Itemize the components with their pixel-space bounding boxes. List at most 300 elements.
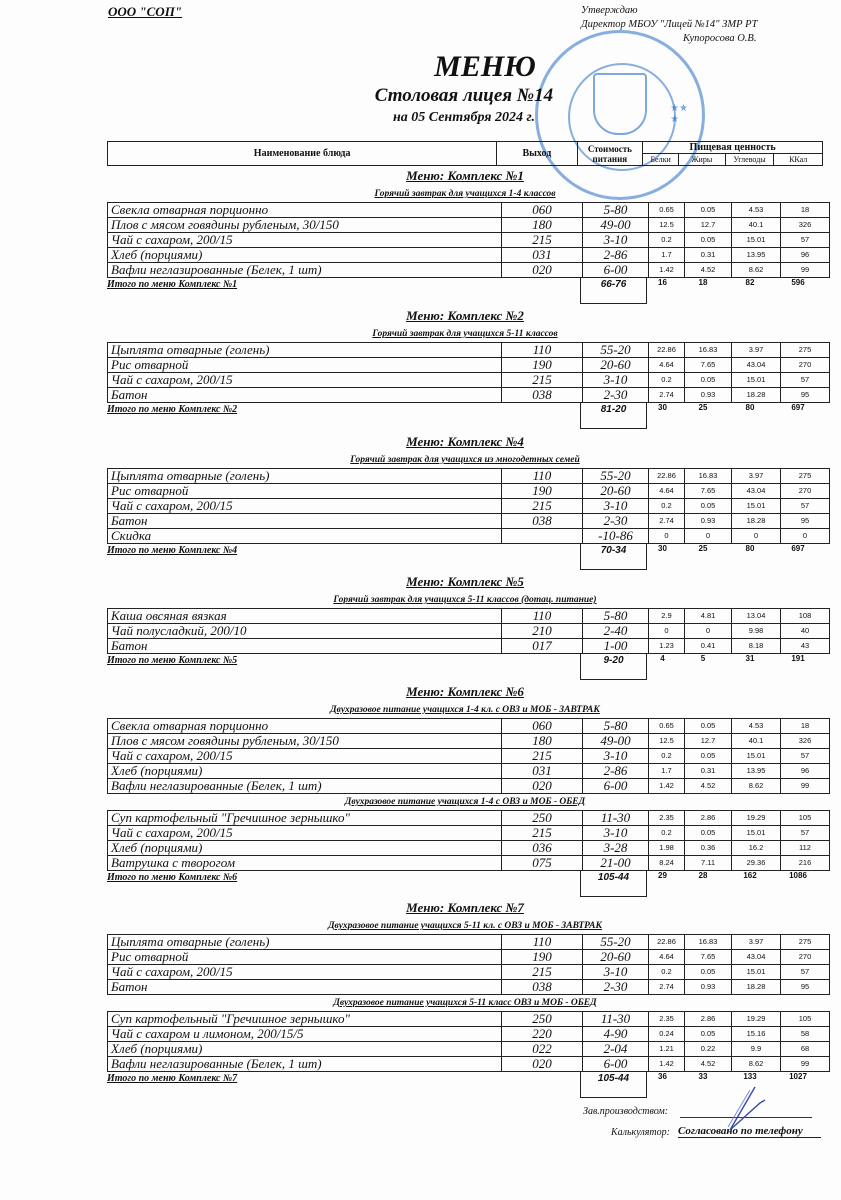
dish-name: Плов с мясом говядины рубленым, 30/150 <box>108 218 502 233</box>
dish-fat: 0.05 <box>685 499 732 514</box>
table-row <box>108 529 830 544</box>
dish-fat: 16.83 <box>685 935 732 950</box>
header-kcal: ККал <box>774 154 823 166</box>
dish-carbs: 43.04 <box>732 950 781 965</box>
dish-protein: 0.2 <box>649 373 685 388</box>
dish-kcal: 108 <box>781 609 830 624</box>
dish-output: 020 <box>502 1057 583 1072</box>
dish-kcal: 0 <box>781 529 830 544</box>
dish-name: Чай полусладкий, 200/10 <box>108 624 502 639</box>
dish-kcal: 95 <box>781 388 830 403</box>
dish-cost: 20-60 <box>583 950 649 965</box>
section-total <box>107 654 823 676</box>
section-title: Меню: Комплекс №7 <box>406 900 524 915</box>
dish-cost: 2-30 <box>583 388 649 403</box>
dish-name: Цыплята отварные (голень) <box>108 469 502 484</box>
menu-section <box>107 166 823 300</box>
dish-protein: 0.2 <box>649 233 685 248</box>
dish-cost: 1-00 <box>583 639 649 654</box>
dish-output: 215 <box>502 373 583 388</box>
dish-name: Свекла отварная порционно <box>108 719 502 734</box>
dish-kcal: 95 <box>781 980 830 995</box>
dish-output: 020 <box>502 263 583 278</box>
total-fat: 25 <box>698 403 708 412</box>
dish-fat: 0.05 <box>685 373 732 388</box>
dish-name: Батон <box>108 639 502 654</box>
total-kcal: 596 <box>791 278 805 287</box>
dish-protein: 2.35 <box>649 1012 685 1027</box>
dish-protein: 0.2 <box>649 749 685 764</box>
dish-fat: 0.93 <box>685 980 732 995</box>
dish-protein: 2.9 <box>649 609 685 624</box>
table-row <box>108 639 830 654</box>
dish-kcal: 326 <box>781 734 830 749</box>
total-label: Итого по меню Комплекс №6 <box>107 872 238 883</box>
dish-protein: 0.2 <box>649 965 685 980</box>
dish-protein: 4.64 <box>649 358 685 373</box>
calculator-label: Калькулятор: <box>611 1127 670 1138</box>
table-header <box>107 141 823 166</box>
total-protein: 36 <box>658 1072 667 1081</box>
dish-cost: 21-00 <box>583 856 649 871</box>
dish-name: Чай с сахаром, 200/15 <box>108 373 502 388</box>
table-row <box>108 609 830 624</box>
dish-output: 210 <box>502 624 583 639</box>
organization-name: ООО "СОП" <box>108 4 183 19</box>
dish-kcal: 57 <box>781 965 830 980</box>
calculator-value: Согласовано по телефону <box>678 1125 821 1138</box>
dish-protein: 1.7 <box>649 764 685 779</box>
total-cost: 81-20 <box>580 403 647 429</box>
dish-fat: 16.83 <box>685 343 732 358</box>
table-row <box>108 624 830 639</box>
dish-name: Каша овсяная вязкая <box>108 609 502 624</box>
dish-protein: 0 <box>649 624 685 639</box>
table-row <box>108 469 830 484</box>
header-fat: Жиры <box>678 154 725 166</box>
dish-cost: 6-00 <box>583 779 649 794</box>
dish-output: 215 <box>502 826 583 841</box>
dish-fat: 7.65 <box>685 484 732 499</box>
table-row <box>108 1042 830 1057</box>
dish-fat: 0.93 <box>685 388 732 403</box>
section-title: Меню: Комплекс №6 <box>406 684 524 699</box>
table-row <box>108 749 830 764</box>
menu-section <box>107 432 823 566</box>
dish-kcal: 40 <box>781 624 830 639</box>
dish-cost: 3-10 <box>583 965 649 980</box>
dish-carbs: 8.62 <box>732 263 781 278</box>
dish-output: 022 <box>502 1042 583 1057</box>
header-protein: Белки <box>643 154 679 166</box>
table-row <box>108 484 830 499</box>
table-row <box>108 203 830 218</box>
dish-cost: 2-86 <box>583 764 649 779</box>
dish-output: 038 <box>502 980 583 995</box>
items-table <box>107 718 830 794</box>
table-row <box>108 841 830 856</box>
dish-name: Цыплята отварные (голень) <box>108 343 502 358</box>
dish-cost: 3-28 <box>583 841 649 856</box>
dish-fat: 0.36 <box>685 841 732 856</box>
total-kcal: 1027 <box>789 1072 807 1081</box>
dish-cost: 49-00 <box>583 218 649 233</box>
total-carbs: 82 <box>745 278 755 287</box>
dish-output: 110 <box>502 469 583 484</box>
dish-kcal: 96 <box>781 248 830 263</box>
dish-name: Чай с сахаром, 200/15 <box>108 826 502 841</box>
dish-carbs: 18.28 <box>732 388 781 403</box>
section-total <box>107 871 823 893</box>
dish-fat: 0.22 <box>685 1042 732 1057</box>
table-row <box>108 499 830 514</box>
dish-output: 020 <box>502 779 583 794</box>
total-label: Итого по меню Комплекс №5 <box>107 655 238 666</box>
dish-name: Суп картофельный "Гречишное зернышко" <box>108 1012 502 1027</box>
dish-output: 060 <box>502 203 583 218</box>
dish-cost: 3-10 <box>583 826 649 841</box>
dish-protein: 22.86 <box>649 935 685 950</box>
approval-signer: Купоросова О.В. <box>683 33 757 44</box>
dish-carbs: 8.62 <box>732 779 781 794</box>
dish-carbs: 15.01 <box>732 749 781 764</box>
dish-cost: 5-80 <box>583 609 649 624</box>
dish-kcal: 275 <box>781 935 830 950</box>
dish-kcal: 275 <box>781 343 830 358</box>
dish-carbs: 43.04 <box>732 484 781 499</box>
group-title: Горячий завтрак для учащихся 5-11 классов <box>372 329 558 339</box>
dish-cost: 55-20 <box>583 343 649 358</box>
dish-name: Чай с сахаром, 200/15 <box>108 233 502 248</box>
dish-protein: 2.74 <box>649 388 685 403</box>
dish-name: Рис отварной <box>108 358 502 373</box>
dish-name: Чай с сахаром, 200/15 <box>108 965 502 980</box>
items-table <box>107 934 830 995</box>
total-fat: 18 <box>698 278 708 287</box>
dish-protein: 4.64 <box>649 484 685 499</box>
section-total <box>107 403 823 425</box>
items-table <box>107 1011 830 1072</box>
dish-fat: 0.93 <box>685 514 732 529</box>
items-table <box>107 342 830 403</box>
signature-icon <box>700 1085 770 1145</box>
menu-section <box>107 898 823 1094</box>
dish-output: 036 <box>502 841 583 856</box>
dish-output: 038 <box>502 514 583 529</box>
dish-fat: 0.31 <box>685 248 732 263</box>
dish-carbs: 15.01 <box>732 373 781 388</box>
page-title: МЕНЮ <box>434 50 536 83</box>
dish-protein: 2.74 <box>649 514 685 529</box>
dish-kcal: 57 <box>781 826 830 841</box>
dish-output: 110 <box>502 935 583 950</box>
total-cost: 70-34 <box>580 544 647 570</box>
dish-name: Хлеб (порциями) <box>108 841 502 856</box>
dish-cost: 20-60 <box>583 358 649 373</box>
dish-carbs: 3.97 <box>732 343 781 358</box>
dish-cost: 3-10 <box>583 749 649 764</box>
dish-output: 215 <box>502 499 583 514</box>
group-title: Двухразовое питание учащихся 1-4 кл. с ОВЗ и МОБ - ЗАВТРАК <box>330 705 600 715</box>
dish-fat: 7.65 <box>685 358 732 373</box>
dish-fat: 0.05 <box>685 749 732 764</box>
header-dish-name: Наименование блюда <box>108 142 497 166</box>
dish-carbs: 40.1 <box>732 218 781 233</box>
dish-protein: 12.5 <box>649 218 685 233</box>
total-cost: 66-76 <box>580 278 647 304</box>
menu-section <box>107 572 823 676</box>
dish-output: 190 <box>502 950 583 965</box>
dish-carbs: 15.01 <box>732 499 781 514</box>
dish-output: 180 <box>502 734 583 749</box>
table-row <box>108 1057 830 1072</box>
table-row <box>108 1027 830 1042</box>
dish-name: Свекла отварная порционно <box>108 203 502 218</box>
table-row <box>108 373 830 388</box>
section-title: Меню: Комплекс №2 <box>406 308 524 323</box>
dish-name: Рис отварной <box>108 484 502 499</box>
dish-cost: 3-10 <box>583 499 649 514</box>
dish-cost: 2-30 <box>583 514 649 529</box>
dish-carbs: 15.01 <box>732 965 781 980</box>
dish-fat: 4.52 <box>685 263 732 278</box>
dish-name: Батон <box>108 980 502 995</box>
section-total <box>107 278 823 300</box>
dish-kcal: 68 <box>781 1042 830 1057</box>
dish-carbs: 16.2 <box>732 841 781 856</box>
group-title: Двухразовое питание учащихся 5-11 кл. с ОВЗ и МОБ - ЗАВТРАК <box>328 921 602 931</box>
items-table <box>107 202 830 278</box>
dish-carbs: 43.04 <box>732 358 781 373</box>
dish-name: Ватрушка с творогом <box>108 856 502 871</box>
total-carbs: 162 <box>743 871 757 880</box>
items-table <box>107 810 830 871</box>
dish-protein: 4.64 <box>649 950 685 965</box>
dish-name: Батон <box>108 514 502 529</box>
dish-cost: 4-90 <box>583 1027 649 1042</box>
total-kcal: 697 <box>791 403 805 412</box>
dish-fat: 2.86 <box>685 811 732 826</box>
dish-fat: 12.7 <box>685 218 732 233</box>
table-row <box>108 388 830 403</box>
dish-name: Вафли неглазированные (Белек, 1 шт) <box>108 779 502 794</box>
header-cost: Стоимость питания <box>577 142 643 166</box>
dish-fat: 4.52 <box>685 779 732 794</box>
dish-output: 038 <box>502 388 583 403</box>
section-title: Меню: Комплекс №5 <box>406 574 524 589</box>
table-row <box>108 935 830 950</box>
total-kcal: 191 <box>791 654 805 663</box>
table-row <box>108 719 830 734</box>
total-fat: 33 <box>698 1072 708 1081</box>
dish-cost: 55-20 <box>583 935 649 950</box>
total-protein: 29 <box>658 871 667 880</box>
dish-kcal: 99 <box>781 779 830 794</box>
total-label: Итого по меню Комплекс №1 <box>107 279 238 290</box>
dish-kcal: 57 <box>781 499 830 514</box>
dish-kcal: 270 <box>781 950 830 965</box>
dish-output: 215 <box>502 749 583 764</box>
table-row <box>108 950 830 965</box>
dish-protein: 2.35 <box>649 811 685 826</box>
dish-fat: 0.05 <box>685 826 732 841</box>
dish-kcal: 275 <box>781 469 830 484</box>
total-protein: 4 <box>660 654 665 663</box>
dish-protein: 1.42 <box>649 263 685 278</box>
items-table <box>107 608 830 654</box>
dish-kcal: 326 <box>781 218 830 233</box>
dish-fat: 4.81 <box>685 609 732 624</box>
dish-cost: 2-86 <box>583 248 649 263</box>
group-title: Горячий завтрак для учащихся из многодетных семей <box>350 455 580 465</box>
dish-carbs: 9.98 <box>732 624 781 639</box>
dish-cost: -10-86 <box>583 529 649 544</box>
dish-output: 180 <box>502 218 583 233</box>
table-row <box>108 965 830 980</box>
dish-carbs: 18.28 <box>732 514 781 529</box>
menu-section <box>107 682 823 893</box>
dish-cost: 55-20 <box>583 469 649 484</box>
header-carbs: Углеводы <box>725 154 774 166</box>
section-total <box>107 544 823 566</box>
dish-cost: 5-80 <box>583 203 649 218</box>
dish-output: 110 <box>502 343 583 358</box>
dish-carbs: 13.04 <box>732 609 781 624</box>
table-row <box>108 826 830 841</box>
total-carbs: 80 <box>745 403 755 412</box>
dish-kcal: 58 <box>781 1027 830 1042</box>
total-protein: 30 <box>658 544 667 553</box>
dish-name: Скидка <box>108 529 502 544</box>
dish-protein: 12.5 <box>649 734 685 749</box>
table-row <box>108 248 830 263</box>
menu-date: на 05 Сентября 2024 г. <box>393 110 535 125</box>
dish-name: Хлеб (порциями) <box>108 248 502 263</box>
dish-fat: 4.52 <box>685 1057 732 1072</box>
table-row <box>108 263 830 278</box>
dish-kcal: 216 <box>781 856 830 871</box>
dish-carbs: 18.28 <box>732 980 781 995</box>
dish-name: Чай с сахаром и лимоном, 200/15/5 <box>108 1027 502 1042</box>
table-row <box>108 514 830 529</box>
dish-cost: 6-00 <box>583 1057 649 1072</box>
dish-name: Цыплята отварные (голень) <box>108 935 502 950</box>
section-title: Меню: Комплекс №4 <box>406 434 524 449</box>
dish-carbs: 29.36 <box>732 856 781 871</box>
dish-name: Суп картофельный "Гречишное зернышко" <box>108 811 502 826</box>
group-title: Горячий завтрак для учащихся 5-11 классов (дотац. питание) <box>333 595 597 605</box>
dish-output: 031 <box>502 764 583 779</box>
dish-cost: 49-00 <box>583 734 649 749</box>
dish-name: Вафли неглазированные (Белек, 1 шт) <box>108 263 502 278</box>
production-manager-label: Зав.производством: <box>583 1106 669 1117</box>
total-cost: 105-44 <box>580 871 647 897</box>
table-row <box>108 734 830 749</box>
dish-carbs: 8.62 <box>732 1057 781 1072</box>
dish-carbs: 3.97 <box>732 469 781 484</box>
dish-fat: 0.05 <box>685 965 732 980</box>
table-row <box>108 233 830 248</box>
group-title: Двухразовое питание учащихся 1-4 с ОВЗ и МОБ - ОБЕД <box>344 797 586 807</box>
dish-kcal: 43 <box>781 639 830 654</box>
dish-protein: 0.24 <box>649 1027 685 1042</box>
total-kcal: 1086 <box>789 871 807 880</box>
total-protein: 16 <box>658 278 667 287</box>
header-nutrition: Пищевая ценность <box>643 142 823 154</box>
stamp-stars-icon: ★★ ★ <box>670 103 688 125</box>
dish-name: Батон <box>108 388 502 403</box>
total-fat: 5 <box>700 654 706 663</box>
dish-kcal: 18 <box>781 203 830 218</box>
table-row <box>108 980 830 995</box>
table-row <box>108 779 830 794</box>
dish-carbs: 19.29 <box>732 811 781 826</box>
dish-fat: 0.05 <box>685 1027 732 1042</box>
dish-fat: 0.05 <box>685 719 732 734</box>
dish-kcal: 18 <box>781 719 830 734</box>
dish-protein: 1.23 <box>649 639 685 654</box>
total-carbs: 80 <box>745 544 755 553</box>
total-label: Итого по меню Комплекс №2 <box>107 404 238 415</box>
dish-carbs: 19.29 <box>732 1012 781 1027</box>
dish-protein: 0 <box>649 529 685 544</box>
dish-carbs: 15.01 <box>732 826 781 841</box>
dish-output: 250 <box>502 811 583 826</box>
dish-cost: 5-80 <box>583 719 649 734</box>
items-table <box>107 468 830 544</box>
total-label: Итого по меню Комплекс №4 <box>107 545 238 556</box>
dish-cost: 20-60 <box>583 484 649 499</box>
dish-fat: 2.86 <box>685 1012 732 1027</box>
dish-output: 215 <box>502 965 583 980</box>
dish-carbs: 13.95 <box>732 248 781 263</box>
approval-line-1: Утверждаю <box>581 5 638 16</box>
dish-name: Вафли неглазированные (Белек, 1 шт) <box>108 1057 502 1072</box>
dish-cost: 6-00 <box>583 263 649 278</box>
total-label: Итого по меню Комплекс №7 <box>107 1073 238 1084</box>
dish-output: 075 <box>502 856 583 871</box>
total-fat: 25 <box>698 544 708 553</box>
dish-output: 220 <box>502 1027 583 1042</box>
dish-protein: 1.7 <box>649 248 685 263</box>
dish-kcal: 270 <box>781 484 830 499</box>
dish-carbs: 0 <box>732 529 781 544</box>
dish-protein: 1.42 <box>649 1057 685 1072</box>
dish-protein: 1.21 <box>649 1042 685 1057</box>
section-title: Меню: Комплекс №1 <box>406 168 524 183</box>
dish-name: Чай с сахаром, 200/15 <box>108 499 502 514</box>
dish-fat: 0.05 <box>685 233 732 248</box>
table-row <box>108 764 830 779</box>
dish-carbs: 3.97 <box>732 935 781 950</box>
dish-kcal: 57 <box>781 749 830 764</box>
dish-output: 017 <box>502 639 583 654</box>
dish-kcal: 95 <box>781 514 830 529</box>
dish-protein: 22.86 <box>649 343 685 358</box>
total-cost: 105-44 <box>580 1072 647 1098</box>
table-row <box>108 343 830 358</box>
dish-protein: 0.2 <box>649 826 685 841</box>
dish-protein: 1.98 <box>649 841 685 856</box>
dish-carbs: 15.16 <box>732 1027 781 1042</box>
dish-name: Плов с мясом говядины рубленым, 30/150 <box>108 734 502 749</box>
dish-protein: 2.74 <box>649 980 685 995</box>
dish-output: 215 <box>502 233 583 248</box>
dish-output <box>502 529 583 544</box>
dish-kcal: 105 <box>781 1012 830 1027</box>
dish-carbs: 13.95 <box>732 764 781 779</box>
dish-carbs: 4.53 <box>732 203 781 218</box>
